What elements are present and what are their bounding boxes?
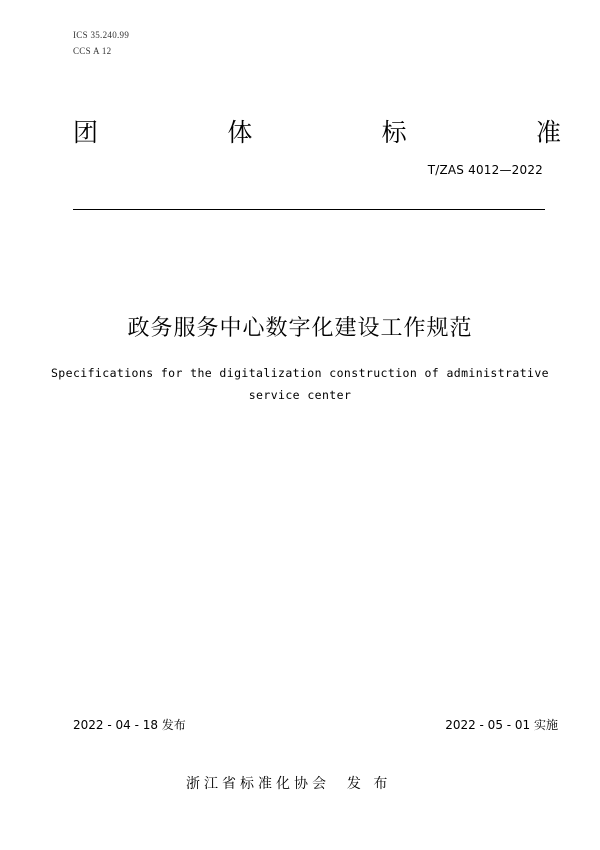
ics-code: ICS 35.240.99 bbox=[73, 30, 130, 40]
issue-date: 2022 - 04 - 18 发布 bbox=[73, 718, 186, 732]
english-title-line: service center bbox=[248, 388, 352, 402]
category-char: 团 bbox=[73, 118, 99, 147]
category-char: 准 bbox=[535, 118, 561, 147]
implementation-date: 2022 - 05 - 01 实施 bbox=[445, 718, 558, 732]
category-char: 体 bbox=[227, 118, 253, 147]
document-title-chinese: 政务服务中心数字化建设工作规范 bbox=[127, 316, 473, 341]
publisher-name: 浙江省标准化协会 bbox=[186, 776, 330, 792]
header-divider bbox=[73, 209, 545, 210]
publisher-line bbox=[186, 773, 391, 793]
document-title-english bbox=[50, 362, 550, 406]
standard-number: T/ZAS 4012—2022 bbox=[427, 163, 543, 177]
english-title-line: Specifications for the digitalization construction of administrative bbox=[50, 366, 549, 380]
ccs-code: CCS A 12 bbox=[73, 46, 112, 56]
category-char: 标 bbox=[381, 118, 407, 147]
standard-category bbox=[73, 113, 561, 149]
publisher-action: 发 布 bbox=[346, 776, 392, 792]
